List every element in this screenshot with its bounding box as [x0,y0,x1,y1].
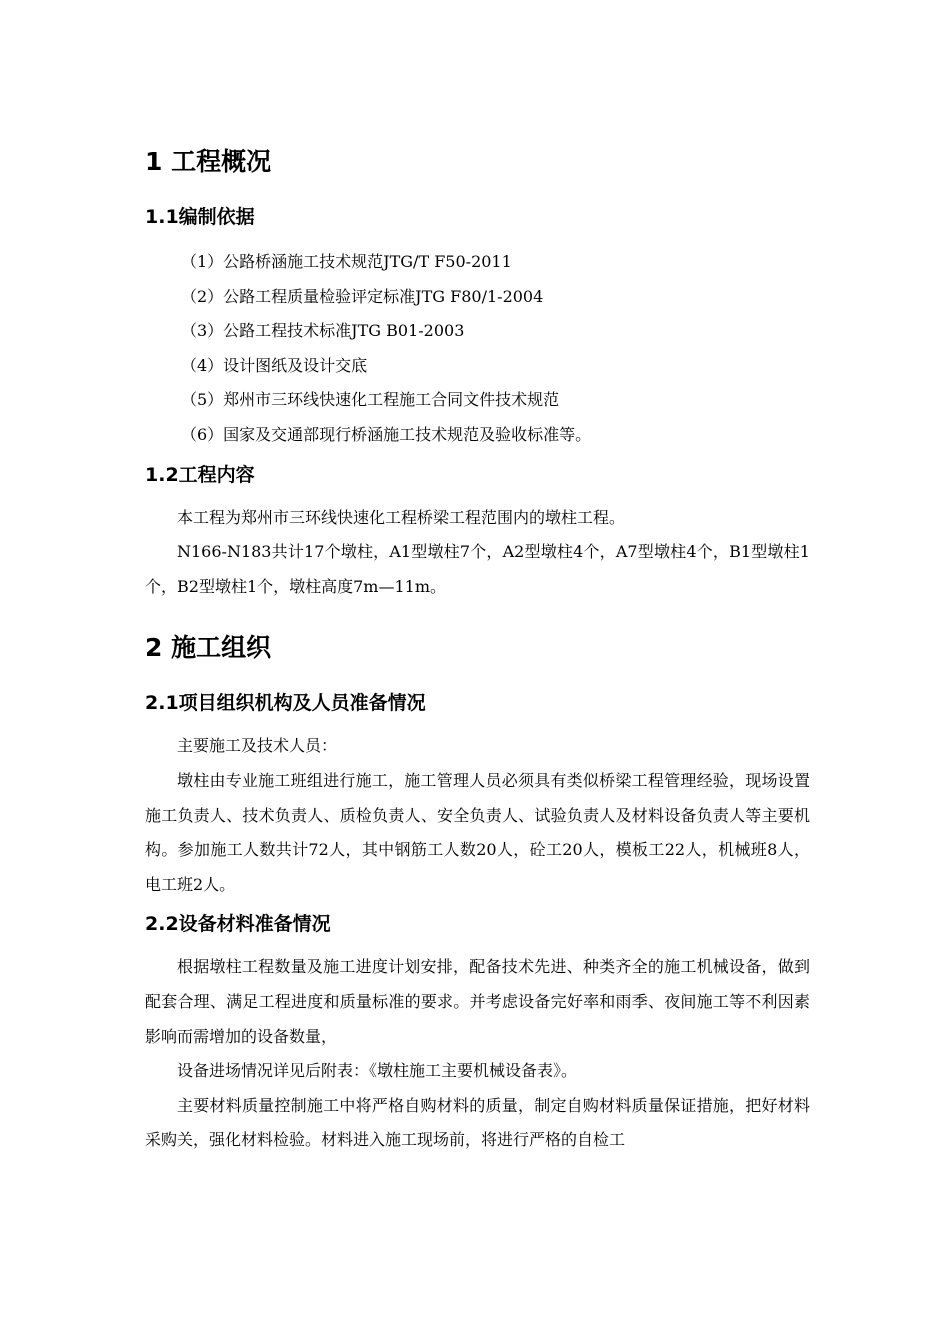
document-page [145,140,810,1158]
paragraph: 根据墩柱工程数量及施工进度计划安排，配备技术先进、种类齐全的施工机械设备，做到配套合理、满足工程进度和质量标准的要求。并考虑设备完好率和雨季、夜间施工等不利因素影响而需增加的设备数量， [145,957,810,1046]
list-item: （2）公路工程质量检验评定标准JTG F80/1-2004 [181,286,544,306]
project-content [145,501,810,605]
subsection-1-2-heading: 1.2工程内容 [145,463,255,486]
list-item: （4）设计图纸及设计交底 [181,355,368,375]
list-item: （6）国家及交通部现行桥涵施工技术规范及验收标准等。 [181,424,592,444]
paragraph: 设备进场情况详见后附表：《墩柱施工主要机械设备表》。 [177,1061,578,1081]
list-item: （5）郑州市三环线快速化工程施工合同文件技术规范 [181,390,560,410]
paragraph: 主要材料质量控制施工中将严格自购材料的质量，制定自购材料质量保证措施，把好材料采购关，强化材料检验。材料进入施工现场前，将进行严格的自检工 [145,1095,810,1150]
section-2-heading: 2 施工组织 [145,633,272,663]
section-1-heading: 1 工程概况 [145,147,272,176]
paragraph: 主要施工及技术人员： [177,736,338,756]
subsection-2-2-heading: 2.2设备材料准备情况 [145,913,331,936]
list-item: （3）公路工程技术标准JTG B01-2003 [181,321,465,341]
subsection-1-1-heading: 1.1编制依据 [145,206,255,228]
basis-list [145,245,810,453]
paragraph: N166-N183共计17个墩柱，A1型墩柱7个，A2型墩柱4个，A7型墩柱4个，B1型墩柱1个，B2型墩柱1个，墩柱高度7m—11m。 [145,542,810,596]
equipment-content [145,950,810,1158]
paragraph: 墩柱由专业施工班组进行施工，施工管理人员必须具有类似桥梁工程管理经验，现场设置施工负责人、技术负责人、质检负责人、安全负责人、试验负责人及材料设备负责人等主要机构。参加施工人数共计72人，其中钢筋工人数20人，砼工20人，模板工22人，机械班8人，电工班2人。 [145,770,810,894]
organization-content [145,729,810,902]
paragraph: 本工程为郑州市三环线快速化工程桥梁工程范围内的墩柱工程。 [177,507,626,527]
list-item: （1）公路桥涵施工技术规范JTG/T F50-2011 [181,252,512,271]
subsection-2-1-heading: 2.1项目组织机构及人员准备情况 [145,692,426,715]
